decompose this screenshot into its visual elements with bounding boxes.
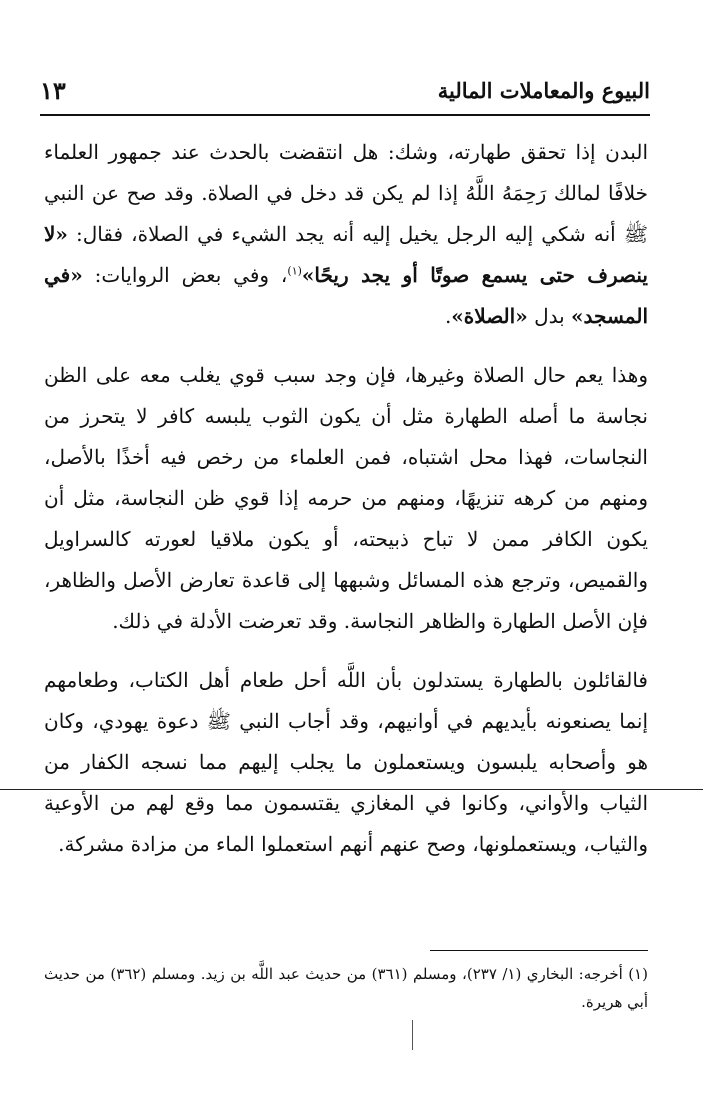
page-header [40, 70, 650, 114]
paragraph-2: وهذا يعم حال الصلاة وغيرها، فإن وجد سبب قوي يغلب معه على الظن نجاسة ما أصله الطهارة مثل أن يكون الثوب يلبسه كافر لا يتحرز من النجاسات، فهذا محل اشتباه، فمن العلماء من رخص فيه أخذًا بالأصل، ومنهم من كرهه تنزيهًا، ومنهم من حرمه إذا قوي ظن النجاسة، مثل أن يكون الكافر ممن لا تباح ذبيحته، أو يكون ملاقيا لعورته كالسراويل والقميص، وترجع هذه المسائل وشبهها إلى قاعدة تعارض الأصل والظاهر، فإن الأصل الطهارة والظاهر النجاسة. وقد تعرضت الأدلة في ذلك. [44, 363, 648, 633]
main-text [44, 132, 648, 865]
footnote-1: (١) أخرجه: البخاري (١/ ٢٣٧)، ومسلم (٣٦١) من حديث عبد اللَّه بن زيد. ومسلم (٣٦٢) من حديث أبي هريرة. [44, 965, 648, 1011]
original-quote: «الصلاة» [451, 304, 528, 328]
paragraph-1-text: البدن إذا تحقق طهارته، وشك: هل انتقضت بالحدث عند جمهور العلماء خلافًا لمالك رَحِمَهُ اللَّهُ إذا لم يكن قد دخل في الصلاة. وقد صح عن النبي ﷺ أنه شكي إليه الرجل يخيل إليه أنه يجد الشيء في الصلاة، فقال: [44, 140, 648, 246]
paragraph-1-bad: بدل [534, 304, 565, 328]
footnote-ref[interactable]: (١) [287, 264, 302, 278]
paragraph-1-mid: ، وفي بعض الروايات: [94, 263, 288, 287]
variant-quote: «في المسجد» [44, 263, 648, 328]
scan-strike-line [0, 789, 703, 790]
header-rule [40, 114, 650, 116]
footnote-rule [430, 950, 648, 951]
paragraph-1 [44, 132, 648, 337]
hadith-quote: «لا ينصرف حتى يسمع صوتًا أو يجد ريحًا» [44, 222, 649, 287]
scan-mark [412, 1020, 413, 1050]
footnotes [44, 960, 648, 1016]
paragraph-1-end: . [444, 304, 452, 328]
running-title: البيوع والمعاملات المالية [437, 78, 650, 103]
page-number: ١٣ [40, 76, 66, 105]
paragraph-3: فالقائلون بالطهارة يستدلون بأن اللَّه أحل طعام أهل الكتاب، وطعامهم إنما يصنعونه بأيديهم في أوانيهم، وقد أجاب النبي ﷺ دعوة يهودي، وكان هو وأصحابه يلبسون ويستعملون ما يجلب إليهم مما نسجه الكفار من الثياب والأواني، وكانوا في المغازي يقتسمون مما وقع لهم من الأوعية والثياب، ويستعملونها، وصح عنهم أنهم استعملوا الماء من مزادة مشركة. [44, 668, 648, 856]
